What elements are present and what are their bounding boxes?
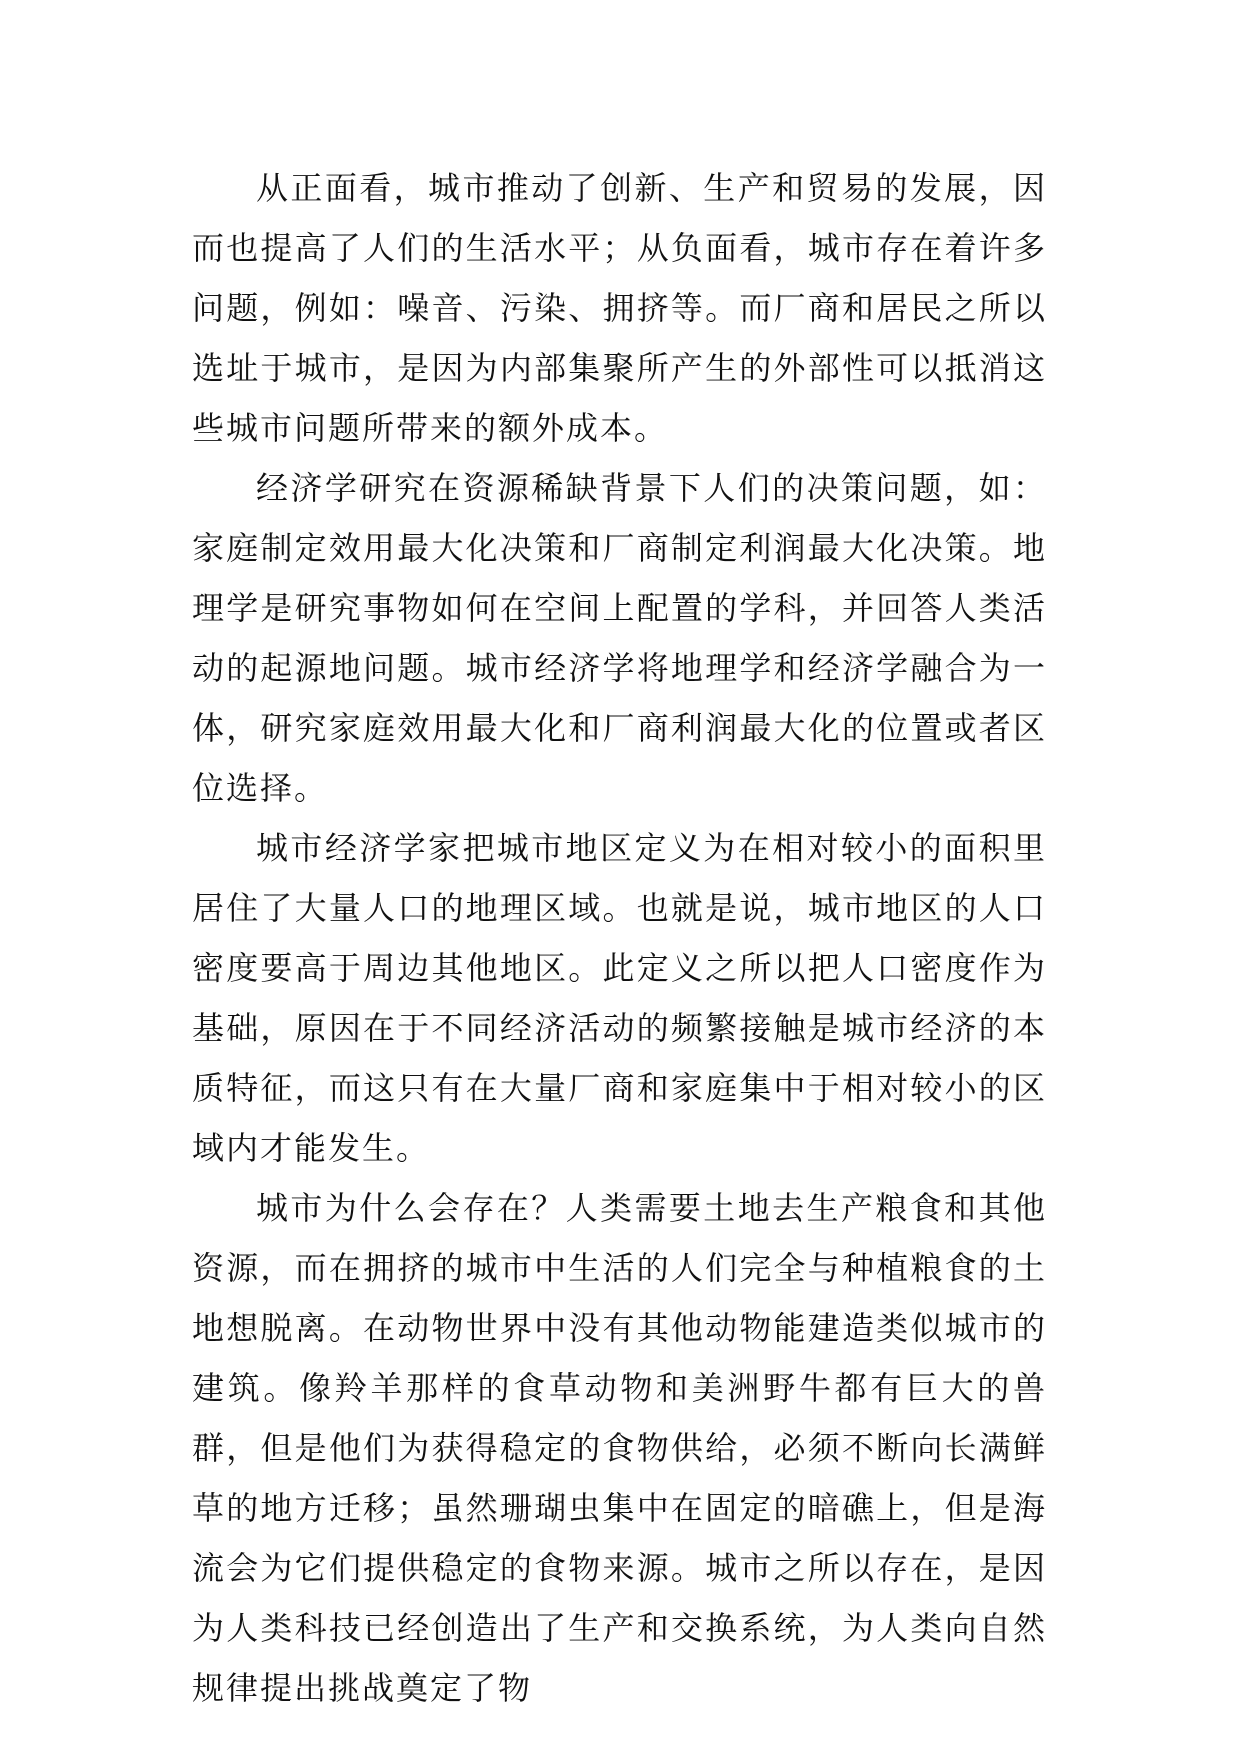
- paragraph-1: 从正面看，城市推动了创新、生产和贸易的发展，因而也提高了人们的生活水平；从负面看，城市存在着许多问题，例如：噪音、污染、拥挤等。而厂商和居民之所以选址于城市，是因为内部集聚所产生的外部性可以抵消这些城市问题所带来的额外成本。: [192, 169, 1047, 447]
- paragraph-2: 经济学研究在资源稀缺背景下人们的决策问题，如：家庭制定效用最大化决策和厂商制定利润最大化决策。地理学是研究事物如何在空间上配置的学科，并回答人类活动的起源地问题。城市经济学将地理学和经济学融合为一体，研究家庭效用最大化和厂商利润最大化的位置或者区位选择。: [192, 469, 1047, 807]
- paragraph-4: 城市为什么会存在？人类需要土地去生产粮食和其他资源，而在拥挤的城市中生活的人们完全与种植粮食的土地想脱离。在动物世界中没有其他动物能建造类似城市的建筑。像羚羊那样的食草动物和美洲野牛都有巨大的兽群，但是他们为获得稳定的食物供给，必须不断向长满鲜草的地方迁移；虽然珊瑚虫集中在固定的暗礁上，但是海流会为它们提供稳定的食物来源。城市之所以存在，是因为人类科技已经创造出了生产和交换系统，为人类向自然规律提出挑战奠定了物: [192, 1189, 1047, 1707]
- document-page: [192, 158, 1047, 1718]
- paragraph-3: 城市经济学家把城市地区定义为在相对较小的面积里居住了大量人口的地理区域。也就是说，城市地区的人口密度要高于周边其他地区。此定义之所以把人口密度作为基础，原因在于不同经济活动的频繁接触是城市经济的本质特征，而这只有在大量厂商和家庭集中于相对较小的区域内才能发生。: [192, 829, 1047, 1167]
